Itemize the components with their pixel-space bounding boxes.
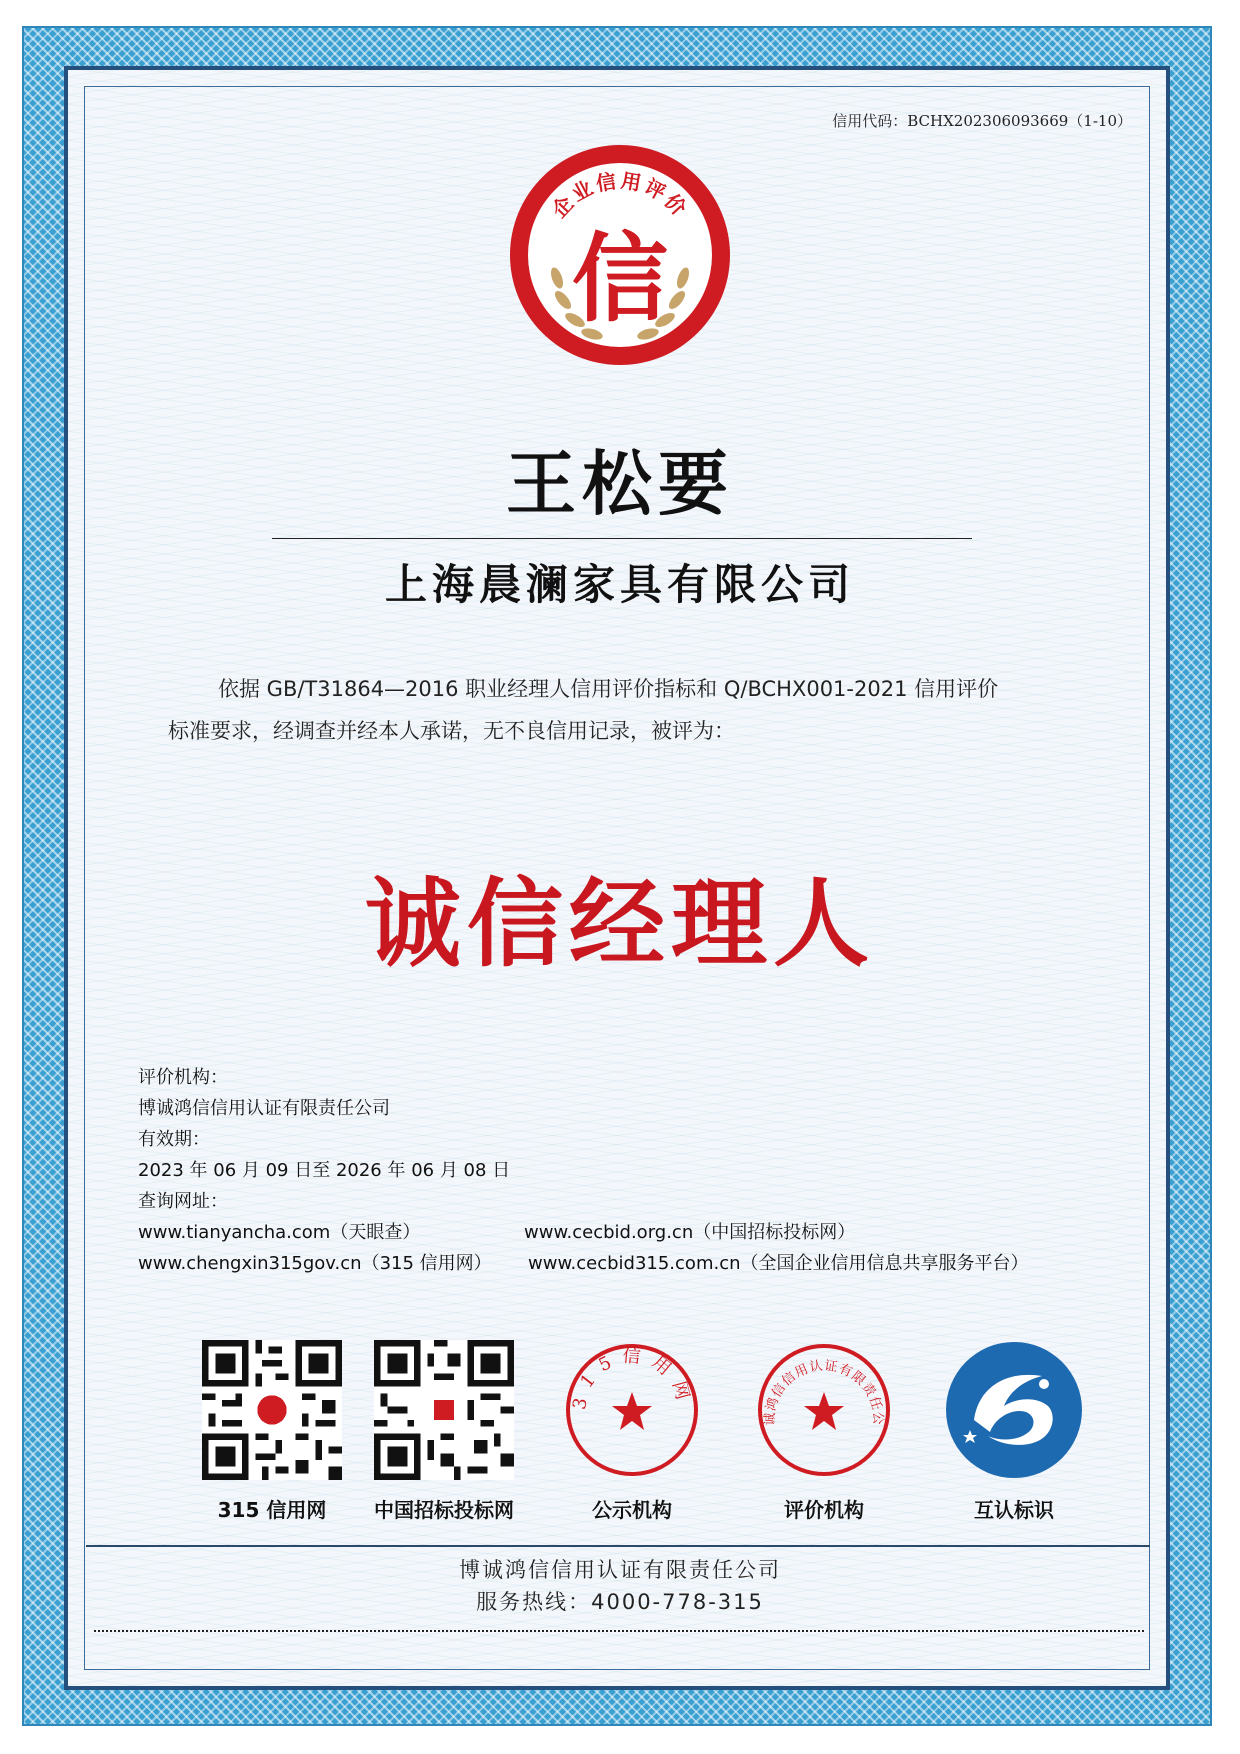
footer <box>0 1554 1240 1618</box>
name-divider <box>272 538 972 539</box>
dotted-divider <box>94 1630 1144 1632</box>
badge-row <box>0 1340 1240 1520</box>
qr-code-icon <box>374 1340 514 1480</box>
footer-divider <box>86 1545 1150 1547</box>
credit-code: 信用代码：BCHX202306093669（1-10） <box>832 112 1132 130</box>
certificate-info <box>138 1062 1029 1279</box>
company-name: 上海晨澜家具有限公司 <box>384 560 855 609</box>
badge-caption: 中国招标投标网 <box>374 1498 514 1522</box>
badge-publicity-org <box>552 1340 712 1523</box>
site-link-cecbid: www.cecbid.org.cn（中国招标投标网） <box>524 1222 856 1243</box>
org-name: 博诚鸿信信用认证有限责任公司 <box>138 1098 390 1119</box>
svg-text:博诚鸿信信用认证有限责任公司: 诚鸿信信用认证有限责任公 <box>762 1358 886 1426</box>
site-link-tianyancha: www.tianyancha.com（天眼查） <box>138 1222 421 1243</box>
publicity-seal-icon <box>562 1340 702 1480</box>
badge-caption: 公示机构 <box>592 1498 672 1522</box>
mutual-recognition-logo-icon <box>944 1340 1084 1480</box>
badge-caption: 互认标识 <box>974 1498 1054 1522</box>
badge-315-credit <box>192 1340 352 1523</box>
site-link-chengxin315: www.chengxin315gov.cn（315 信用网） <box>138 1253 492 1274</box>
honor-title: 诚信经理人 <box>365 868 875 980</box>
emblem-arc-text: 企业信用评价 <box>546 168 694 223</box>
badge-caption: 315 信用网 <box>217 1498 327 1522</box>
qr-code-icon <box>202 1340 342 1480</box>
badge-evaluation-org <box>744 1340 904 1523</box>
svg-text:315信用网: 315信用网 <box>569 1345 696 1412</box>
badge-china-bidding <box>364 1340 524 1523</box>
credit-rating-emblem-icon <box>505 140 735 370</box>
valid-range: 2023 年 06 月 09 日至 2026 年 06 月 08 日 <box>138 1160 511 1181</box>
valid-label: 有效期： <box>138 1129 210 1150</box>
badge-caption: 评价机构 <box>784 1498 864 1522</box>
basis-line-2: 标准要求，经调查并经本人承诺，无不良信用记录，被评为： <box>168 719 735 743</box>
org-label: 评价机构： <box>138 1067 228 1088</box>
evaluation-seal-icon <box>754 1340 894 1480</box>
query-label: 查询网址： <box>138 1191 228 1212</box>
person-name: 王松要 <box>506 443 734 525</box>
evaluation-basis <box>168 668 1088 752</box>
emblem-center-glyph: 信 <box>572 223 668 335</box>
footer-hotline: 服务热线：4000-778-315 <box>476 1590 764 1614</box>
footer-company: 博诚鸿信信用认证有限责任公司 <box>459 1558 781 1582</box>
site-link-cecbid315: www.cecbid315.com.cn（全国企业信用信息共享服务平台） <box>528 1253 1029 1274</box>
badge-mutual-recognition <box>934 1340 1094 1523</box>
basis-line-1: 依据 GB/T31864—2016 职业经理人信用评价指标和 Q/BCHX001-2021 信用评价 <box>218 677 999 701</box>
